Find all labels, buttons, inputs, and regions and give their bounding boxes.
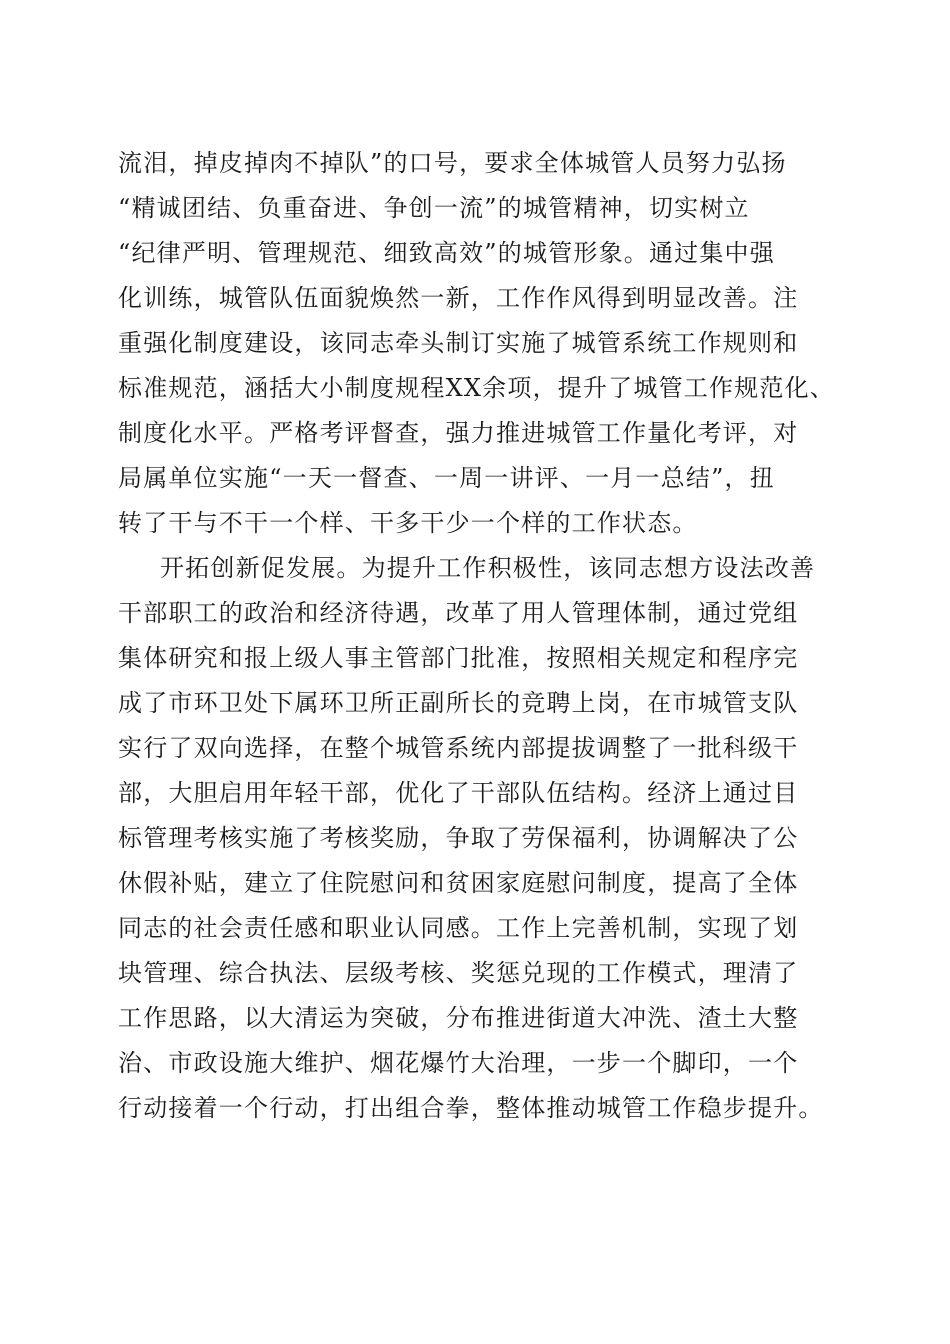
text-line: 流泪，掉皮掉肉不掉队”的口号，要求全体城管人员努力弘扬 (118, 149, 787, 177)
text-line: 局属单位实施“一天一督查、一周一讲评、一月一总结”，扭 (118, 464, 775, 492)
text-line: “精诚团结、负重奋进、争创一流”的城管精神，切实树立 (118, 194, 750, 222)
text-line: 治、市政设施大维护、烟花爆竹大治理，一步一个脚印，一个 (118, 1049, 799, 1077)
text-line: 标管理考核实施了考核奖励，争取了劳保福利，协调解决了公 (118, 824, 799, 852)
text-line: 重强化制度建设，该同志牵头制订实施了城管系统工作规则和 (118, 329, 799, 357)
text-line: 实行了双向选择，在整个城管系统内部提拔调整了一批科级干 (118, 734, 799, 762)
text-line: 干部职工的政治和经济待遇，改革了用人管理体制，通过党组 (118, 599, 799, 627)
text-line: 制度化水平。严格考评督查，强力推进城管工作量化考评，对 (118, 419, 799, 447)
text-line: 部，大胆启用年轻干部，优化了干部队伍结构。经济上通过目 (118, 779, 799, 807)
text-line: 转了干与不干一个样、干多干少一个样的工作状态。 (118, 509, 698, 537)
text-line: 化训练，城管队伍面貌焕然一新，工作作风得到明显改善。注 (118, 284, 799, 312)
text-line: 工作思路，以大清运为突破，分布推进街道大冲洗、渣土大整 (118, 1004, 799, 1032)
text-line: 集体研究和报上级人事主管部门批准，按照相关规定和程序完 (118, 644, 799, 672)
text-line: 同志的社会责任感和职业认同感。工作上完善机制，实现了划 (118, 914, 799, 942)
paragraph-start-line: 开拓创新促发展。为提升工作积极性，该同志想方设法改善 (160, 554, 816, 582)
text-line: 成了市环卫处下属环卫所正副所长的竞聘上岗，在市城管支队 (118, 689, 799, 717)
text-line: 休假补贴，建立了住院慰问和贫困家庭慰问制度，提高了全体 (118, 869, 799, 897)
text-line: 标准规范，涵括大小制度规程XX余项，提升了城管工作规范化、 (118, 374, 835, 402)
text-line: 块管理、综合执法、层级考核、奖惩兑现的工作模式，理清了 (118, 959, 799, 987)
text-line: 行动接着一个行动，打出组合拳，整体推动城管工作稳步提升。 (118, 1094, 824, 1122)
text-line: “纪律严明、管理规范、细致高效”的城管形象。通过集中强 (118, 239, 775, 267)
